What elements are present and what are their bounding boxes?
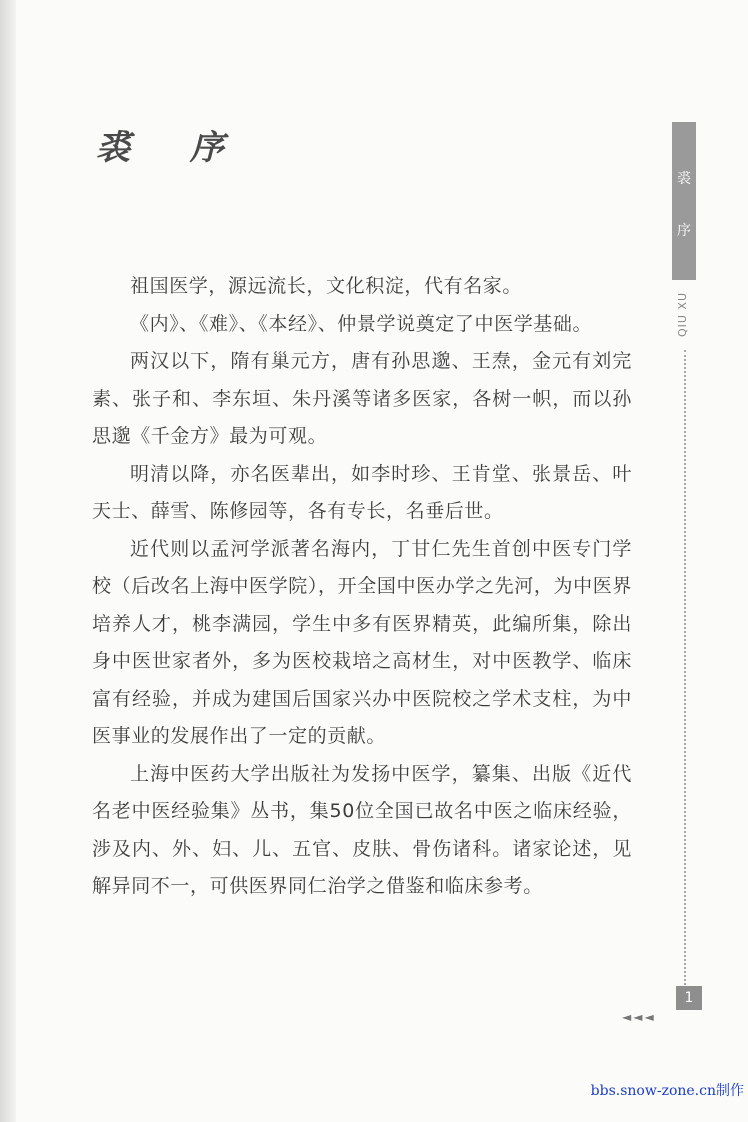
page-title: 裘 序 [96,128,248,168]
page-binding-edge [0,0,16,1122]
paragraph: 近代则以孟河学派著名海内，丁甘仁先生首创中医专门学校（后改名上海中医学院），开全国中医办学之先河，为中医界培养人才，桃李满园，学生中多有医界精英，此编所集，除出身中医世家者外，多为医校栽培之高材生，对中医教学、临床富有经验，并成为建国后国家兴办中医院校之学术支柱，为中医事业的发展作出了一定的贡献。 [92,537,632,747]
paragraph: 祖国医学，源远流长，文化积淀，代有名家。 [130,275,523,297]
paragraph: 《内》、《难》、《本经》、仲景学说奠定了中医学基础。 [130,312,593,335]
side-tab-char-2: 序 [677,223,691,239]
preface-body [92,268,632,906]
margin-dotted-rule [684,350,686,985]
side-tab-pinyin: QIU XU [676,292,689,338]
back-arrows-icon: ◄◄◄ [622,1010,656,1024]
paragraph: 明清以降，亦名医辈出，如李时珍、王肯堂、张景岳、叶天士、薛雪、陈修园等，各有专长，名垂后世。 [92,462,632,522]
side-tab-char-1: 裘 [677,171,691,187]
chapter-side-tab [672,122,696,280]
paragraph: 两汉以下，隋有巢元方，唐有孙思邈、王焘，金元有刘完素、张子和、李东垣、朱丹溪等诸多医家，各树一帜，而以孙思邈《千金方》最为可观。 [92,350,632,447]
page-number: 1 [676,986,702,1010]
paragraph: 上海中医药大学出版社为发扬中医学，纂集、出版《近代名老中医经验集》丛书，集50位全国已故名中医之临床经验，涉及内、外、妇、儿、五官、皮肤、骨伤诸科。诸家论述，见解异同不一，可供医界同仁治学之借鉴和临床参考。 [92,762,632,897]
watermark-text: bbs.snow-zone.cn制作 [590,1083,744,1099]
